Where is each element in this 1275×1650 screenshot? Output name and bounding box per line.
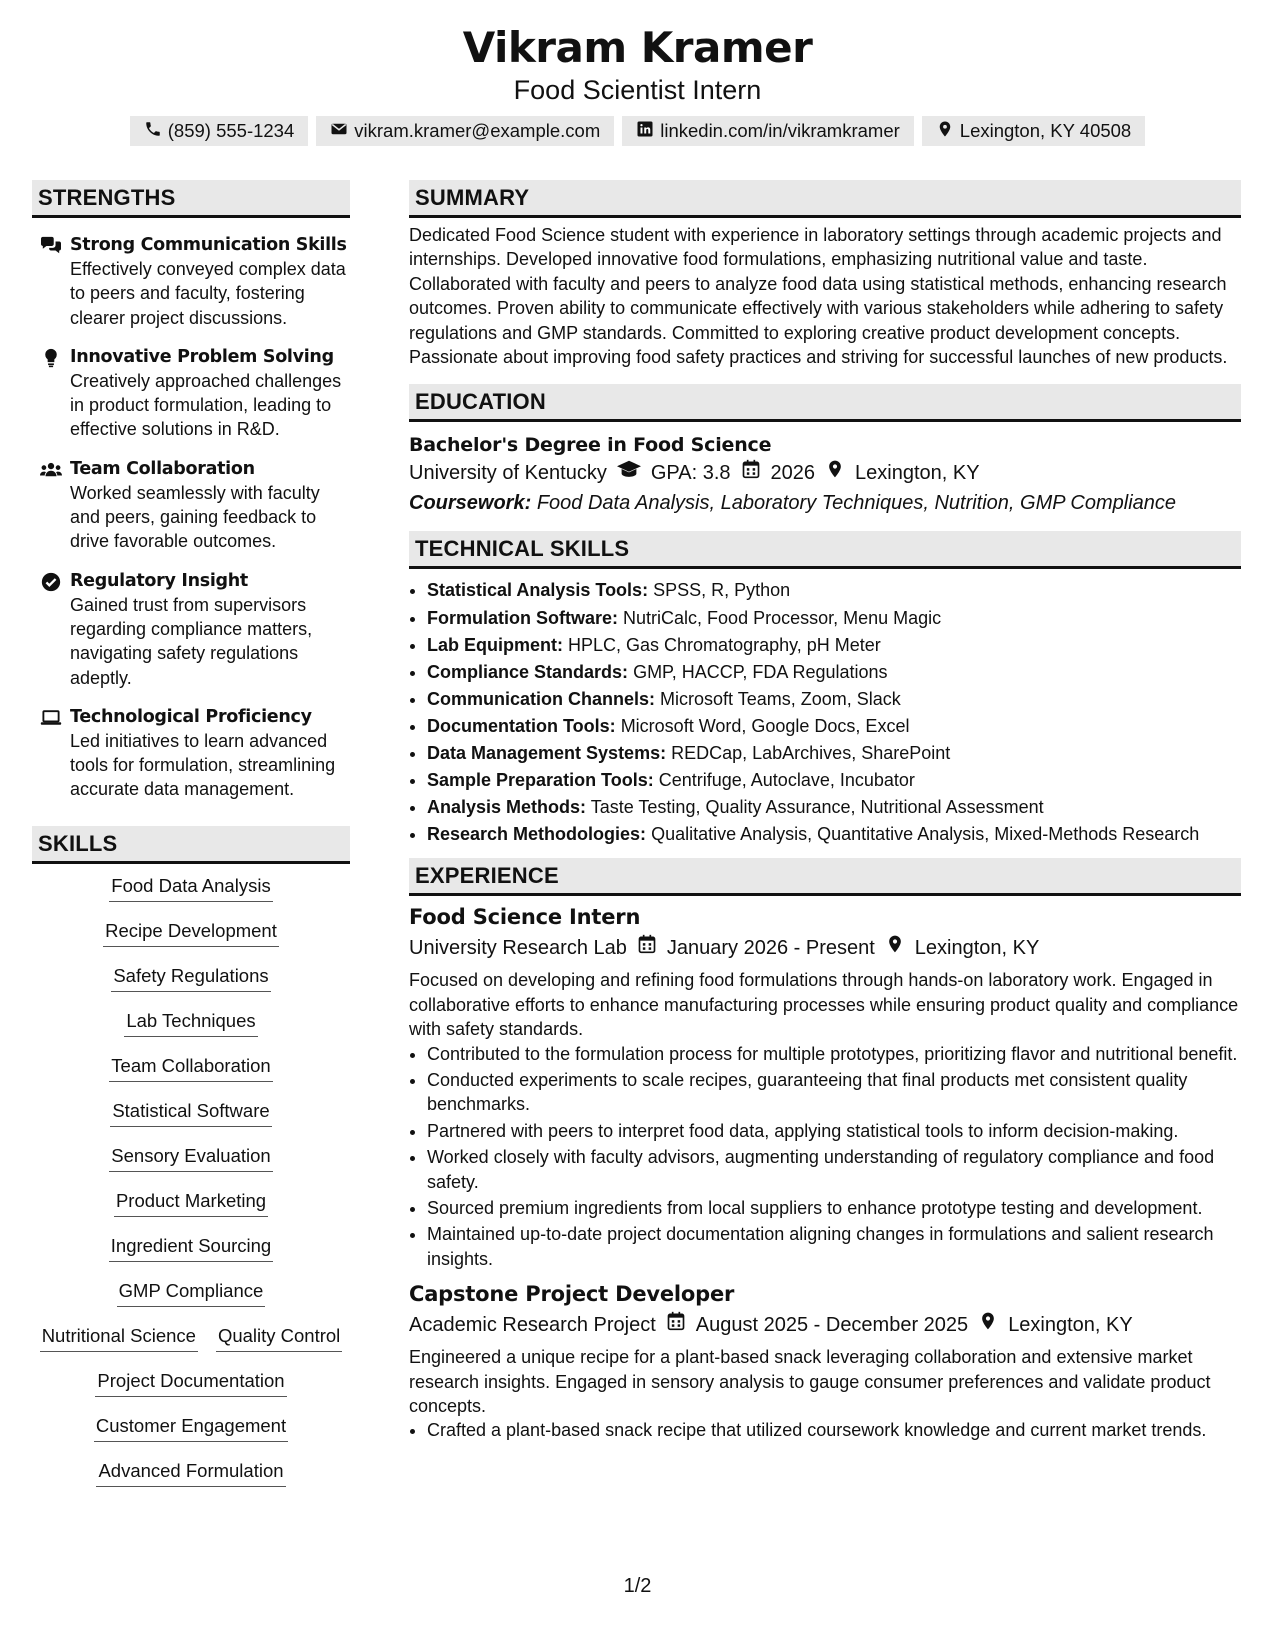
skill-tag: Sensory Evaluation <box>109 1144 272 1172</box>
list-item: • Communication Channels: Microsoft Teams, Zoom, Slack <box>427 686 1241 713</box>
job-details <box>409 932 1241 964</box>
strength-item <box>32 457 350 554</box>
list-item: • Maintained up-to-date project documentation aligning changes in formulations and salient research insights. <box>427 1222 1241 1271</box>
strength-title: Strong Communication Skills <box>70 235 347 255</box>
strength-title: Technological Proficiency <box>70 706 312 727</box>
check-circle-icon <box>32 569 70 690</box>
skill-row <box>32 1369 350 1414</box>
strengths-heading: STRENGTHS <box>32 180 350 218</box>
job-location: Lexington, KY <box>914 937 1040 960</box>
skill-row <box>32 964 350 1009</box>
location-icon <box>978 1309 998 1341</box>
candidate-title: Food Scientist Intern <box>513 75 762 105</box>
skill-tag: Ingredient Sourcing <box>109 1234 273 1262</box>
strength-desc: Led initiatives to learn advanced tools for formulation, streamlining accurate data management. <box>70 730 336 800</box>
experience-heading: EXPERIENCE <box>409 858 1241 896</box>
graduation-year: 2026 <box>770 462 816 485</box>
linkedin-icon <box>636 120 654 143</box>
job-org: University Research Lab <box>409 937 627 960</box>
users-icon <box>32 457 70 554</box>
list-item: • Research Methodologies: Qualitative Analysis, Quantitative Analysis, Mixed-Methods Research <box>427 821 1241 848</box>
contact-linkedin[interactable]: linkedin.com/in/vikramkramer <box>622 116 914 146</box>
gpa: GPA: 3.8 <box>650 462 731 485</box>
skill-tag: Project Documentation <box>95 1369 286 1397</box>
job-dates: August 2025 - December 2025 <box>695 1314 969 1337</box>
skill-row <box>32 1054 350 1099</box>
coursework-list: Food Data Analysis, Laboratory Techniques, Nutrition, GMP Compliance <box>536 492 1177 515</box>
calendar-icon <box>741 458 761 488</box>
location-icon <box>885 932 905 964</box>
job-description: Engineered a unique recipe for a plant-based snack leveraging collaboration and extensive market research insights. Engaged in sensory analysis to gauge consumer preferences and validate product concepts. <box>409 1347 1211 1417</box>
strength-item <box>32 705 350 802</box>
list-item: • Data Management Systems: REDCap, LabArchives, SharePoint <box>427 740 1241 767</box>
phone-icon <box>144 120 162 143</box>
job-bullets <box>409 1042 1241 1272</box>
strength-title: Regulatory Insight <box>70 570 248 591</box>
skill-tag: GMP Compliance <box>117 1279 266 1307</box>
skill-row <box>32 1234 350 1279</box>
strength-desc: Creatively approached challenges in product formulation, leading to effective solutions in R&D. <box>70 370 342 440</box>
skill-row <box>32 874 350 919</box>
degree-title: Bachelor's Degree in Food Science <box>409 434 772 457</box>
job-location: Lexington, KY <box>1008 1314 1133 1337</box>
candidate-name: Vikram Kramer <box>462 23 813 72</box>
coursework-label: Coursework: <box>409 492 532 515</box>
skill-row <box>32 1459 350 1504</box>
job-org: Academic Research Project <box>409 1314 656 1337</box>
job-dates: January 2026 - Present <box>666 937 875 960</box>
job-description: Focused on developing and refining food formulations through hands-on laboratory work. Engaged in collaborative efforts to enhance manufacturing processes while ensuring product quality and compliance with safety standards. <box>409 970 1239 1040</box>
skill-tag: Nutritional Science <box>40 1324 198 1352</box>
strength-item <box>32 233 350 330</box>
job-entry <box>409 902 1241 1271</box>
skill-tag: Food Data Analysis <box>109 874 272 902</box>
laptop-icon <box>32 705 70 802</box>
list-item: • Analysis Methods: Taste Testing, Quality Assurance, Nutritional Assessment <box>427 794 1241 821</box>
job-title: Capstone Project Developer <box>409 1282 735 1307</box>
skill-row <box>32 919 350 964</box>
lightbulb-icon <box>32 345 70 442</box>
job-bullets <box>409 1418 1241 1442</box>
contact-email[interactable]: vikram.kramer@example.com <box>316 116 614 146</box>
list-item: • Statistical Analysis Tools: SPSS, R, Python <box>427 577 1241 604</box>
skill-row <box>32 1414 350 1459</box>
skill-tag: Lab Techniques <box>124 1009 257 1037</box>
strength-desc: Worked seamlessly with faculty and peers, gaining feedback to drive favorable outcomes. <box>70 482 320 552</box>
job-details <box>409 1309 1241 1341</box>
skills-heading: SKILLS <box>32 826 350 864</box>
email-icon <box>330 120 348 143</box>
location-icon <box>825 458 845 488</box>
skill-tag: Team Collaboration <box>109 1054 272 1082</box>
coursework <box>409 488 1241 518</box>
list-item: • Compliance Standards: GMP, HACCP, FDA Regulations <box>427 659 1241 686</box>
skill-row <box>32 1009 350 1054</box>
list-item: • Crafted a plant-based snack recipe that utilized coursework knowledge and current market trends. <box>427 1418 1241 1442</box>
education-details <box>409 458 1241 488</box>
skill-tag: Quality Control <box>216 1324 342 1352</box>
list-item: • Formulation Software: NutriCalc, Food Processor, Menu Magic <box>427 605 1241 632</box>
list-item: • Documentation Tools: Microsoft Word, Google Docs, Excel <box>427 713 1241 740</box>
summary-text: Dedicated Food Science student with experience in laboratory settings through academic projects and internships. Developed innovative food formulations, emphasizing nutritional value and taste. Collaborated with faculty and peers to analyze food data using statistical methods, enhancing research outcomes. Proven ability to communicate effectively with various stakeholders while adhering to safety regulations and GMP standards. Committed to exploring creative product development concepts. Passionate about improving food safety practices and striving for successful launches of new products. <box>409 225 1228 368</box>
skills-list <box>32 874 350 1504</box>
graduation-cap-icon <box>617 458 641 488</box>
skill-tag: Recipe Development <box>103 919 279 947</box>
skill-tag: Advanced Formulation <box>96 1459 285 1487</box>
strength-desc: Effectively conveyed complex data to peers and faculty, fostering clearer project discussions. <box>70 259 346 328</box>
contact-location[interactable]: Lexington, KY 40508 <box>922 116 1145 146</box>
job-entry <box>409 1279 1241 1443</box>
skill-row <box>32 1324 350 1369</box>
calendar-icon <box>666 1309 686 1341</box>
left-column <box>32 180 350 1504</box>
list-item: • Lab Equipment: HPLC, Gas Chromatography, pH Meter <box>427 632 1241 659</box>
strength-title: Team Collaboration <box>70 458 255 479</box>
page-number: 1/2 <box>623 1575 652 1597</box>
skill-tag: Product Marketing <box>114 1189 268 1217</box>
skill-row <box>32 1189 350 1234</box>
list-item: • Contributed to the formulation process for multiple prototypes, prioritizing flavor and nutritional benefit. <box>427 1042 1241 1066</box>
skill-tag: Safety Regulations <box>111 964 270 992</box>
list-item: • Conducted experiments to scale recipes, guaranteeing that final products met consistent quality benchmarks. <box>427 1068 1241 1117</box>
list-item: • Worked closely with faculty advisors, augmenting understanding of regulatory compliance and food safety. <box>427 1145 1241 1194</box>
summary-heading: SUMMARY <box>409 180 1241 218</box>
skill-row <box>32 1279 350 1324</box>
strength-item <box>32 345 350 442</box>
resume-header <box>0 0 1275 146</box>
school-location: Lexington, KY <box>855 462 980 485</box>
contact-bar <box>0 116 1275 146</box>
list-item: • Sourced premium ingredients from local suppliers to enhance prototype testing and development. <box>427 1196 1241 1220</box>
technical-skills-list <box>409 577 1241 848</box>
right-column <box>409 180 1241 1445</box>
skill-tag: Customer Engagement <box>94 1414 288 1442</box>
strength-desc: Gained trust from supervisors regarding compliance matters, navigating safety regulations adeptly. <box>70 594 313 688</box>
technical-skills-heading: TECHNICAL SKILLS <box>409 531 1241 569</box>
calendar-icon <box>637 932 657 964</box>
list-item: • Partnered with peers to interpret food data, applying statistical tools to inform decision-making. <box>427 1119 1241 1143</box>
list-item: • Sample Preparation Tools: Centrifuge, Autoclave, Incubator <box>427 767 1241 794</box>
comments-icon <box>32 233 70 330</box>
education-heading: EDUCATION <box>409 384 1241 422</box>
skill-row <box>32 1099 350 1144</box>
skill-row <box>32 1144 350 1189</box>
location-icon <box>936 120 954 143</box>
job-title: Food Science Intern <box>409 905 641 930</box>
contact-phone[interactable]: (859) 555-1234 <box>130 116 309 146</box>
skill-tag: Statistical Software <box>110 1099 271 1127</box>
strength-title: Innovative Problem Solving <box>70 346 334 367</box>
strength-item <box>32 569 350 690</box>
school-name: University of Kentucky <box>409 462 607 485</box>
